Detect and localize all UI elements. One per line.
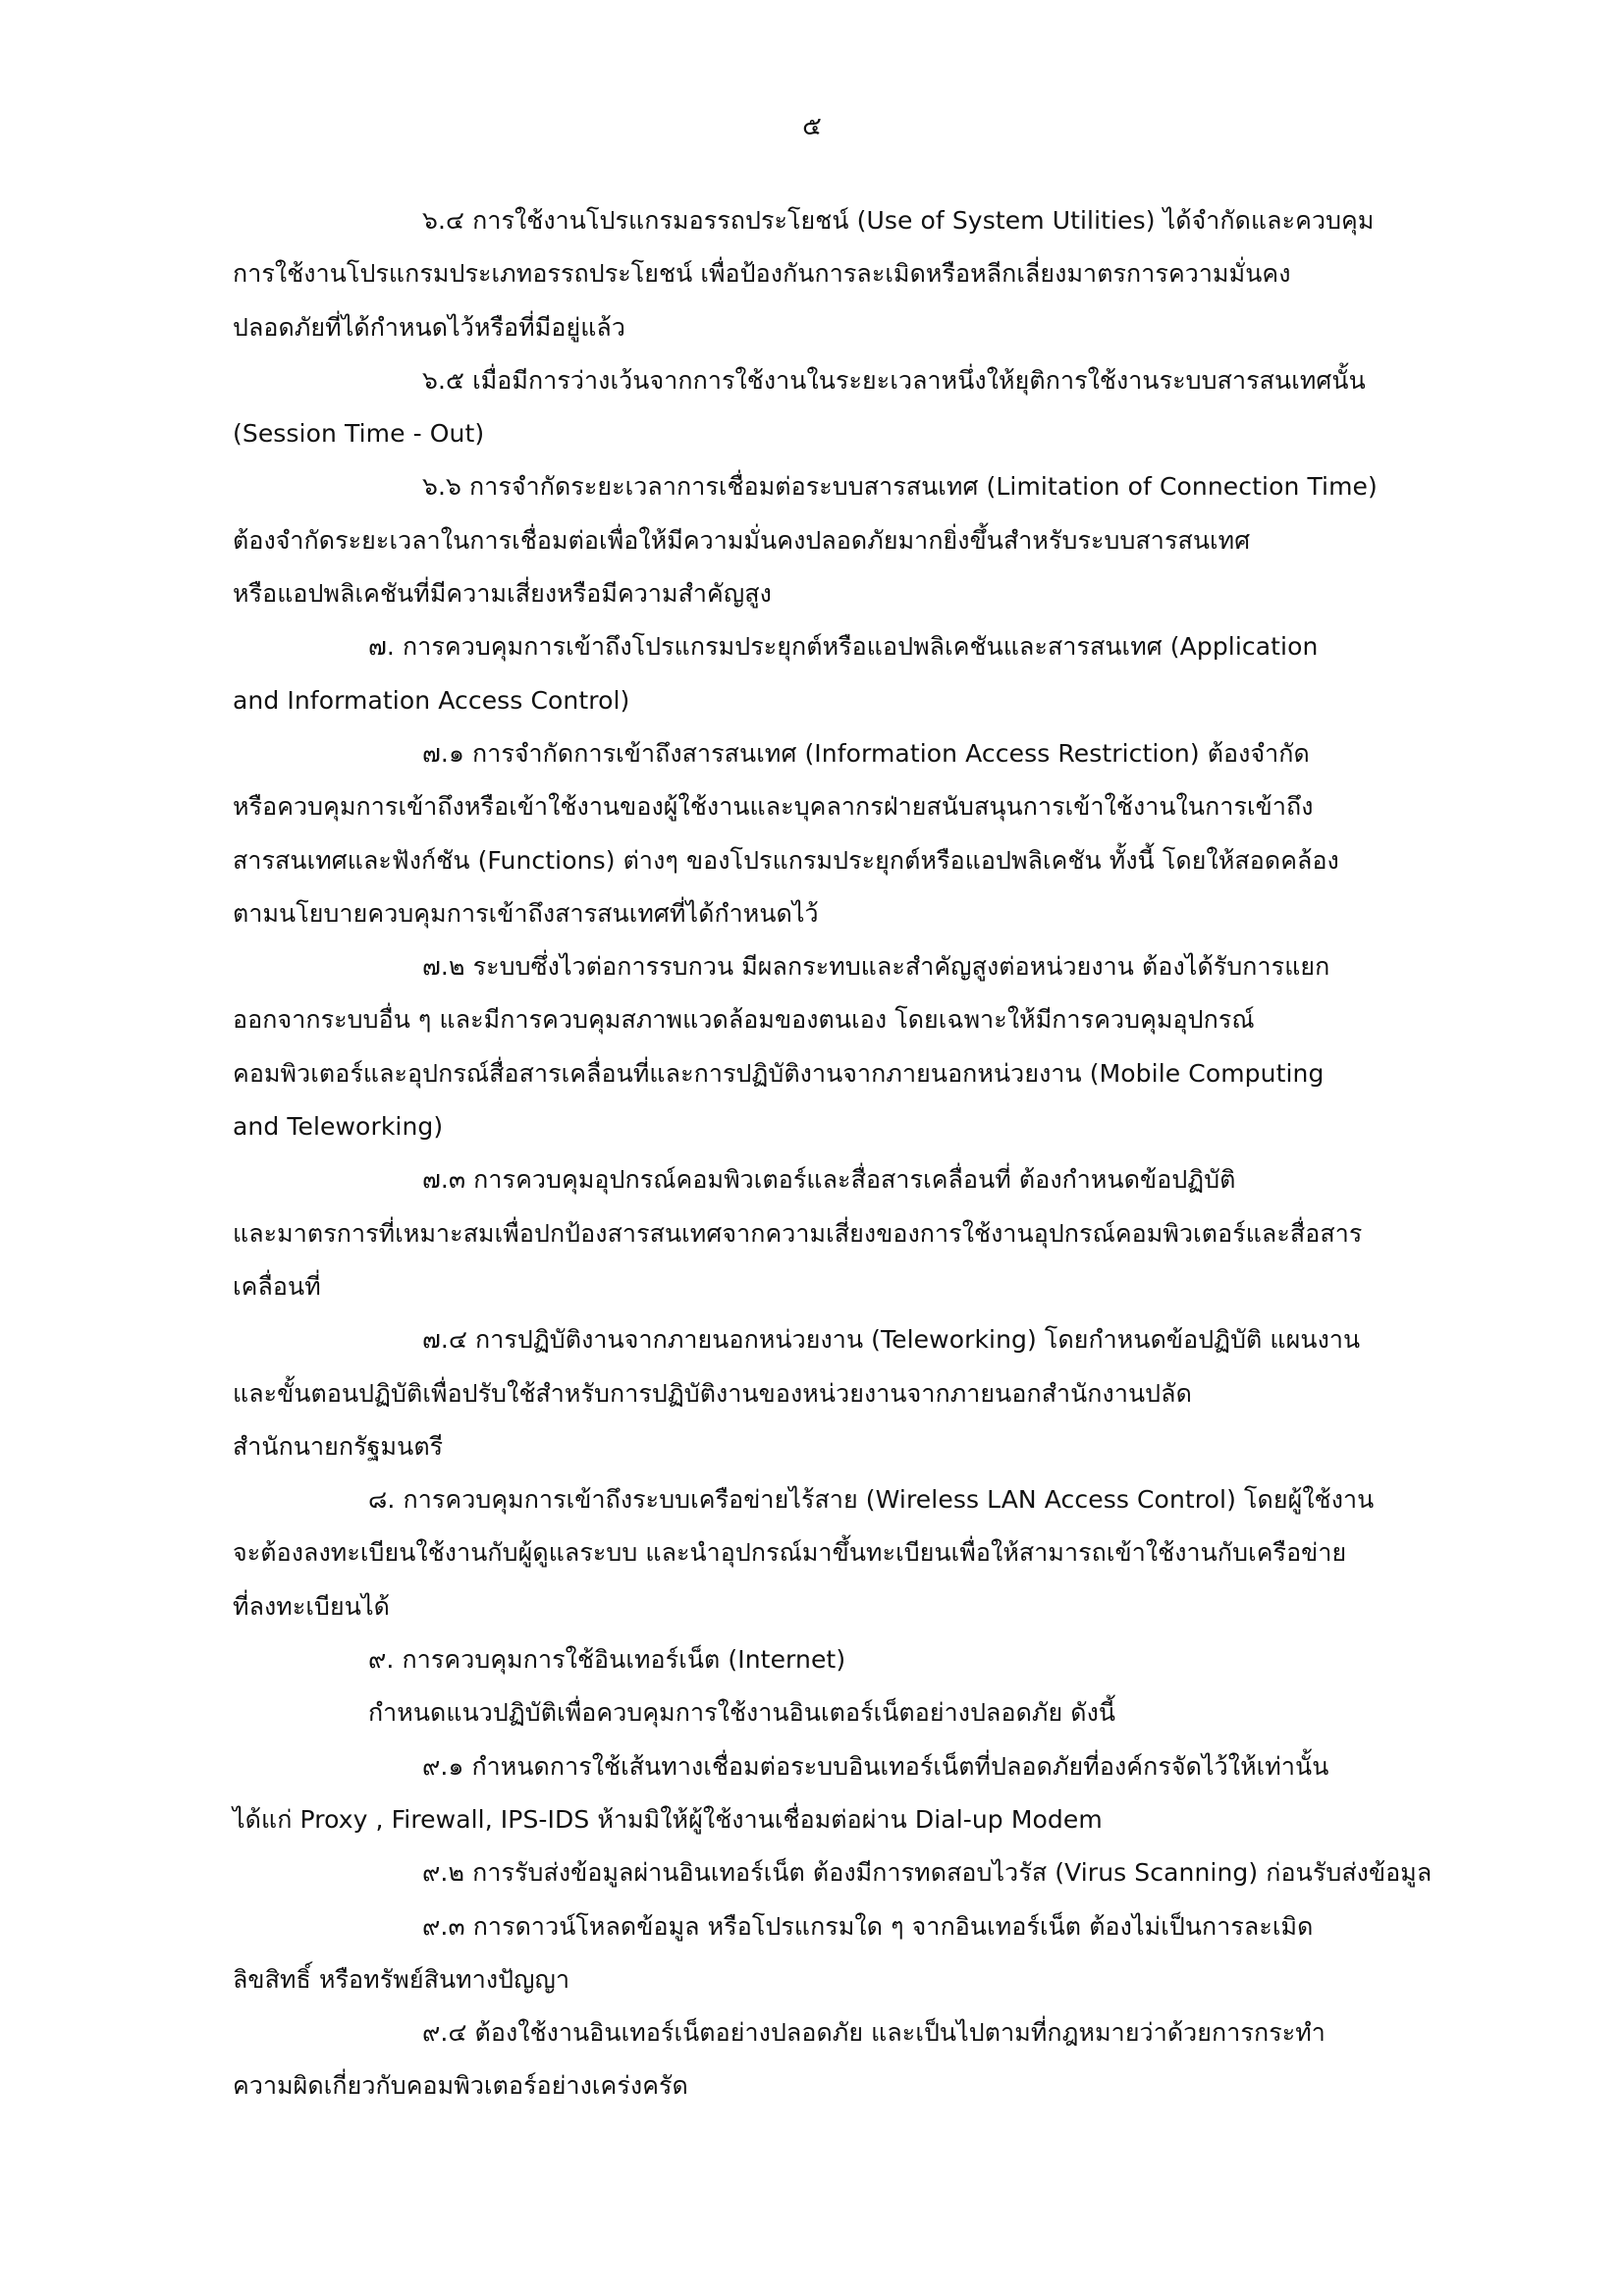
text-line: หรือควบคุมการเข้าถึงหรือเข้าใช้งานของผู้ใช้งานและบุคลากรฝ่ายสนับสนุนการเข้าใช้งานในการเข้าถึง: [233, 792, 1314, 822]
text-line: คอมพิวเตอร์และอุปกรณ์สื่อสารเคลื่อนที่และการปฏิบัติงานจากภายนอกหน่วยงาน (Mobile Computing: [233, 1058, 1325, 1088]
text-line: ๘. การควบคุมการเข้าถึงระบบเครือข่ายไร้สาย (Wireless LAN Access Control) โดยผู้ใช้งาน: [368, 1485, 1375, 1515]
text-line: ๙.๑ กำหนดการใช้เส้นทางเชื่อมต่อระบบอินเทอร์เน็ตที่ปลอดภัยที่องค์กรจัดไว้ให้เท่านั้น: [422, 1751, 1329, 1781]
text-line: ๙. การควบคุมการใช้อินเทอร์เน็ต (Internet): [368, 1645, 846, 1675]
text-line: เคลื่อนที่: [233, 1271, 321, 1301]
text-line: and Teleworking): [233, 1112, 444, 1142]
page-number: ๕: [802, 112, 822, 141]
text-line: ๗. การควบคุมการเข้าถึงโปรแกรมประยุกต์หรือแอปพลิเคชันและสารสนเทศ (Application: [368, 632, 1319, 662]
text-line: ต้องจำกัดระยะเวลาในการเชื่อมต่อเพื่อให้มีความมั่นคงปลอดภัยมากยิ่งขึ้นสำหรับระบบสารสนเทศ: [233, 525, 1251, 555]
text-line: ปลอดภัยที่ได้กำหนดไว้หรือที่มีอยู่แล้ว: [233, 312, 625, 342]
text-line: ๗.๒ ระบบซึ่งไวต่อการรบกวน มีผลกระทบและสำคัญสูงต่อหน่วยงาน ต้องได้รับการแยก: [422, 952, 1330, 982]
text-line: และมาตรการที่เหมาะสมเพื่อปกป้องสารสนเทศจากความเสี่ยงของการใช้งานอุปกรณ์คอมพิวเตอร์และสื่อสาร: [233, 1218, 1363, 1248]
text-line: ๖.๕ เมื่อมีการว่างเว้นจากการใช้งานในระยะเวลาหนึ่งให้ยุติการใช้งานระบบสารสนเทศนั้น: [422, 365, 1366, 395]
text-line: ๗.๓ การควบคุมอุปกรณ์คอมพิวเตอร์และสื่อสารเคลื่อนที่ ต้องกำหนดข้อปฏิบัติ: [422, 1165, 1236, 1195]
text-line: ๖.๖ การจำกัดระยะเวลาการเชื่อมต่อระบบสารสนเทศ (Limitation of Connection Time): [422, 472, 1378, 502]
text-line: ๗.๔ การปฏิบัติงานจากภายนอกหน่วยงาน (Teleworking) โดยกำหนดข้อปฏิบัติ แผนงาน: [422, 1325, 1361, 1355]
text-line: ลิขสิทธิ์ หรือทรัพย์สินทางปัญญา: [233, 1964, 570, 1994]
text-line: and Information Access Control): [233, 685, 630, 715]
text-line: ๖.๔ การใช้งานโปรแกรมอรรถประโยชน์ (Use of System Utilities) ได้จำกัดและควบคุม: [422, 206, 1375, 235]
text-line: การใช้งานโปรแกรมประเภทอรรถประโยชน์ เพื่อป้องกันการละเมิดหรือหลีกเลี่ยงมาตรการความมั่นคง: [233, 259, 1291, 289]
text-line: ตามนโยบายควบคุมการเข้าถึงสารสนเทศที่ได้กำหนดไว้: [233, 898, 819, 928]
text-line: และขั้นตอนปฏิบัติเพื่อปรับใช้สำหรับการปฏิบัติงานของหน่วยงานจากภายนอกสำนักงานปลัด: [233, 1378, 1192, 1408]
text-line: ๗.๑ การจำกัดการเข้าถึงสารสนเทศ (Information Access Restriction) ต้องจำกัด: [422, 738, 1310, 768]
text-line: ๙.๔ ต้องใช้งานอินเทอร์เน็ตอย่างปลอดภัย และเป็นไปตามที่กฎหมายว่าด้วยการกระทำ: [422, 2018, 1326, 2048]
text-line: ได้แก่ Proxy , Firewall, IPS-IDS ห้ามมิให้ผู้ใช้งานเชื่อมต่อผ่าน Dial-up Modem: [233, 1804, 1103, 1834]
text-line: ที่ลงทะเบียนได้: [233, 1591, 390, 1621]
text-line: สารสนเทศและฟังก์ชัน (Functions) ต่างๆ ของโปรแกรมประยุกต์หรือแอปพลิเคชัน ทั้งนี้ โดยให้สอดคล้อง: [233, 845, 1339, 875]
text-line: ออกจากระบบอื่น ๆ และมีการควบคุมสภาพแวดล้อมของตนเอง โดยเฉพาะให้มีการควบคุมอุปกรณ์: [233, 1005, 1255, 1035]
text-line: สำนักนายกรัฐมนตรี: [233, 1431, 444, 1461]
text-line: จะต้องลงทะเบียนใช้งานกับผู้ดูแลระบบ และนำอุปกรณ์มาขึ้นทะเบียนเพื่อให้สามารถเข้าใช้งานกับเครือข่าย: [233, 1538, 1347, 1568]
body-text: [233, 194, 1476, 2113]
text-line: ๙.๒ การรับส่งข้อมูลผ่านอินเทอร์เน็ต ต้องมีการทดสอบไวรัส (Virus Scanning) ก่อนรับส่งข้อมูล: [422, 1858, 1433, 1888]
text-line: หรือแอปพลิเคชันที่มีความเสี่ยงหรือมีความสำคัญสูง: [233, 579, 772, 609]
text-line: กำหนดแนวปฏิบัติเพื่อควบคุมการใช้งานอินเตอร์เน็ตอย่างปลอดภัย ดังนี้: [368, 1698, 1116, 1728]
text-line: ๙.๓ การดาวน์โหลดข้อมูล หรือโปรแกรมใด ๆ จากอินเทอร์เน็ต ต้องไม่เป็นการละเมิด: [422, 1911, 1314, 1941]
text-line: ความผิดเกี่ยวกับคอมพิวเตอร์อย่างเคร่งครัด: [233, 2071, 688, 2101]
text-line: (Session Time - Out): [233, 419, 485, 449]
